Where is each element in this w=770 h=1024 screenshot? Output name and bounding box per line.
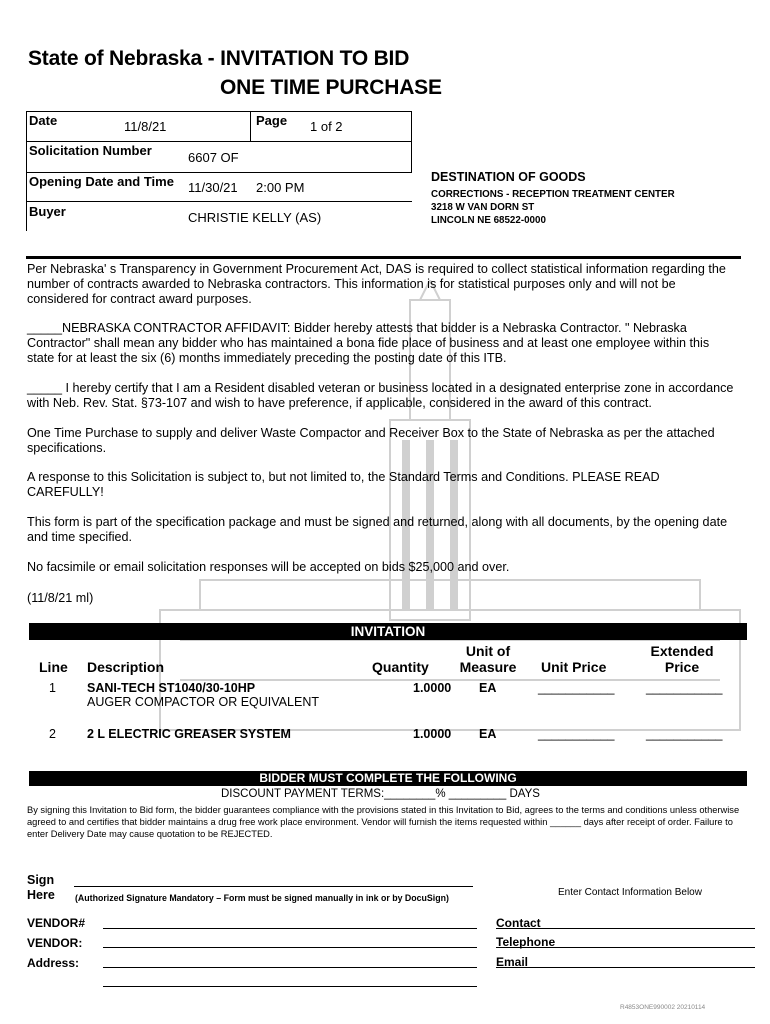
date-label: Date (29, 113, 58, 128)
col-header-quantity: Quantity (372, 659, 429, 675)
row1-unit-price-field[interactable]: ___________ (538, 681, 615, 695)
box-row-divider-3 (26, 201, 412, 202)
email-field[interactable] (496, 967, 755, 968)
box-row-divider (26, 141, 412, 142)
opening-time-value: 2:00 PM (256, 180, 305, 195)
page-label: Page (256, 113, 288, 128)
contact-field[interactable] (496, 928, 755, 929)
telephone-label: Telephone (496, 935, 556, 949)
solicitation-number-value: 6607 OF (188, 150, 239, 165)
row1-extended-price-field[interactable]: ___________ (646, 681, 723, 695)
date-value: 11/8/21 (124, 119, 167, 134)
col-header-uom-line2: Measure (459, 659, 517, 675)
vendor-field[interactable] (103, 947, 477, 948)
contact-label: Contact (496, 916, 541, 930)
sign-here-label (27, 873, 55, 903)
solicitation-number-label: Solicitation Number (29, 143, 152, 158)
box-left-border (26, 111, 27, 142)
title-line-1: State of Nebraska - INVITATION TO BID (28, 47, 410, 70)
no-fax-paragraph: No facsimile or email solicitation responses will be accepted on bids $25,000 and over. (27, 560, 510, 574)
form-code: R4853ONE990002 20210114 (620, 1004, 706, 1011)
vendor-number-label: VENDOR# (27, 916, 86, 930)
box-row-divider-2 (26, 172, 412, 173)
destination-address (431, 188, 675, 227)
purchase-description-paragraph: One Time Purchase to supply and deliver Waste Compactor and Receiver Box to the State of Nebraska as per the attached specifications. (27, 426, 715, 455)
page-value: 1 of 2 (310, 119, 343, 134)
opening-date-label: Opening Date and Time (29, 174, 174, 189)
box-page-divider (250, 111, 251, 142)
specification-paragraph: This form is part of the specification package and must be signed and returned, along with all documents, by the opening date and time specified. (27, 515, 728, 544)
destination-heading: DESTINATION OF GOODS (431, 170, 586, 184)
row2-description: 2 L ELECTRIC GREASER SYSTEM (87, 727, 291, 741)
signature-line[interactable] (74, 886, 473, 887)
transparency-paragraph: Per Nebraska' s Transparency in Government Procurement Act, DAS is required to collect statistical information regarding the number of contracts awarded to Nebraska contractors. This information is for statistical purposes only and will not be considered for contract award purposes. (27, 262, 726, 306)
destination-line-3: LINCOLN NE 68522-0000 (431, 215, 546, 226)
destination-line-2: 3218 W VAN DORN ST (431, 202, 535, 213)
row2-quantity: 1.0000 (413, 727, 452, 741)
veteran-certification-paragraph: _____ I hereby certify that I am a Resident disabled veteran or business located in a designated enterprise zone in accordance with Neb. Rev. Stat. §73-107 and wish to have preference, if applicable, considered in the award of this contract. (27, 381, 734, 410)
box-right-border (411, 111, 412, 142)
col-header-extended-price (645, 643, 719, 675)
signature-note: (Authorized Signature Mandatory – Form must be signed manually in ink or by DocuSign) (75, 893, 449, 903)
col-header-ext-line1: Extended (650, 643, 714, 659)
box-left-border-lower (26, 141, 27, 231)
contact-info-note: Enter Contact Information Below (558, 887, 702, 898)
row2-unit-price-field[interactable]: ___________ (538, 727, 615, 741)
sign-label: Sign (27, 873, 55, 887)
title-line-2: ONE TIME PURCHASE (220, 76, 442, 99)
section-divider (26, 256, 741, 259)
row1-quantity: 1.0000 (413, 681, 452, 695)
here-label: Here (27, 888, 55, 902)
row1-line: 1 (49, 681, 56, 695)
row2-uom: EA (479, 727, 497, 741)
bidder-bar: BIDDER MUST COMPLETE THE FOLLOWING (29, 771, 747, 786)
row2-extended-price-field[interactable]: ___________ (646, 727, 723, 741)
col-header-unit-price: Unit Price (541, 659, 607, 675)
address-field-line-2[interactable] (103, 986, 477, 987)
col-header-line: Line (39, 659, 68, 675)
revision-note: (11/8/21 ml) (27, 591, 94, 605)
row1-uom: EA (479, 681, 497, 695)
row2-line: 2 (49, 727, 56, 741)
col-header-uom-line1: Unit of (465, 643, 511, 659)
contractor-affidavit-paragraph: _____NEBRASKA CONTRACTOR AFFIDAVIT: Bidder hereby attests that bidder is a Nebraska Contractor. " Nebraska Contractor" shall mean any bidder who has maintained a bona fide place of business and at least one employee within this state for at least the six (6) months immediately preceding the posting date of this ITB. (27, 321, 710, 365)
vendor-label: VENDOR: (27, 936, 83, 950)
invitation-bar: INVITATION (29, 623, 747, 640)
box-top-border (26, 111, 412, 112)
col-header-description: Description (87, 659, 165, 675)
discount-payment-terms[interactable]: DISCOUNT PAYMENT TERMS:________% _________ DAYS (221, 788, 540, 800)
buyer-label: Buyer (29, 204, 66, 219)
row1-description: SANI-TECH ST1040/30-10HP (87, 681, 256, 695)
buyer-value: CHRISTIE KELLY (AS) (188, 210, 322, 225)
opening-date-value: 11/30/21 (188, 180, 238, 195)
email-label: Email (496, 955, 529, 969)
destination-line-1: CORRECTIONS - RECEPTION TREATMENT CENTER (431, 189, 675, 200)
col-header-ext-line2: Price (664, 659, 700, 675)
address-label: Address: (27, 956, 80, 970)
telephone-field[interactable] (496, 947, 755, 948)
vendor-number-field[interactable] (103, 928, 477, 929)
bidder-fine-print: By signing this Invitation to Bid form, the bidder guarantees compliance with the provisions stated in this Invitation to Bid, agrees to the terms and conditions unless otherwise agreed to and certifies that bidder maintains a drug free work place environment. Vendor will furnish the items requested within ______ days after receipt of order. Failure to enter Delivery Date may cause quotation to be REJECTED. (27, 805, 740, 839)
terms-paragraph: A response to this Solicitation is subject to, but not limited to, the Standard Terms and Conditions. PLEASE READ CAREFULLY! (27, 470, 660, 499)
address-field-line-1[interactable] (103, 967, 477, 968)
row1-description-2: AUGER COMPACTOR OR EQUIVALENT (87, 695, 319, 709)
col-header-unit-of-measure (457, 643, 519, 675)
box-right-border-2 (411, 141, 412, 172)
